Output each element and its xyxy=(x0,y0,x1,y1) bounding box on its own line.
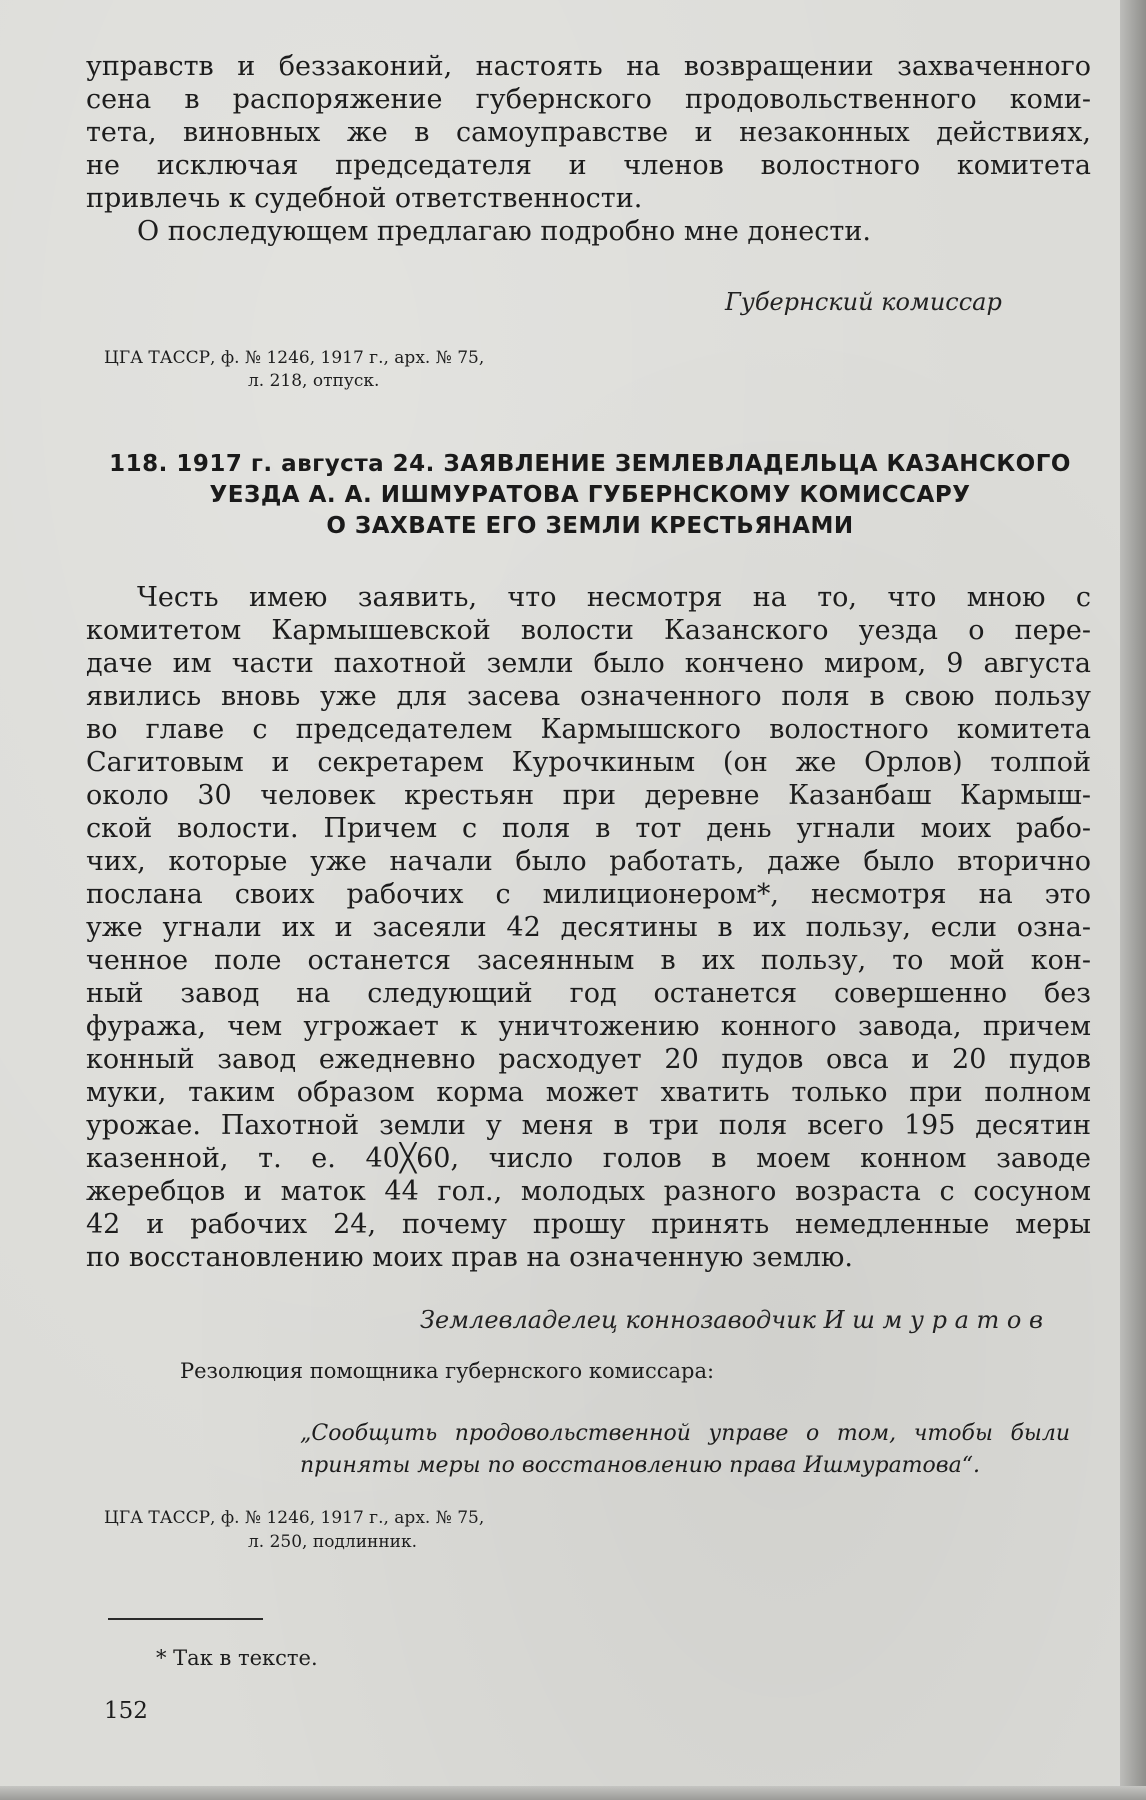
resolution-label: Резолюция помощника губернского комиссара: xyxy=(180,1359,715,1383)
body-line: во главе с председателем Кармышского волостного комитета xyxy=(86,714,1091,745)
body-line: послана своих рабочих с милиционером*, несмотря на это xyxy=(86,879,1091,910)
body-line: явились вновь уже для засева означенного поля в свою пользу xyxy=(86,681,1091,712)
signature-governor-commissar: Губернский комиссар xyxy=(725,288,1002,316)
body-line: Сагитовым и секретарем Курочкиным (он же Орлов) толпой xyxy=(86,747,1091,778)
heading-line: 118. 1917 г. августа 24. ЗАЯВЛЕНИЕ ЗЕМЛЕВЛАДЕЛЬЦА КАЗАНСКОГО xyxy=(109,451,1071,477)
body-line: конный завод ежедневно расходует 20 пудов овса и 20 пудов xyxy=(86,1044,1091,1075)
top-paragraph-line: не исключая председателя и членов волостного комитета xyxy=(86,150,1091,181)
body-line: ской волости. Причем с поля в тот день угнали моих рабо- xyxy=(86,813,1091,844)
page-number: 152 xyxy=(104,1698,148,1724)
top-paragraph-line: сена в распоряжение губернского продовольственного коми- xyxy=(86,84,1091,115)
top-paragraph-line: привлечь к судебной ответственности. xyxy=(86,183,643,214)
body-line: комитетом Кармышевской волости Казанского уезда о пере- xyxy=(86,615,1091,646)
body-line: уже угнали их и засеяли 42 десятины в их пользу, если озна- xyxy=(86,912,1091,943)
signature-landowner: Землевладелец коннозаводчик И ш м у р а т о в xyxy=(420,1306,1043,1334)
heading-line: О ЗАХВАТЕ ЕГО ЗЕМЛИ КРЕСТЬЯНАМИ xyxy=(326,513,854,539)
archive-line: л. 218, отпуск. xyxy=(248,371,380,391)
archive-line: ЦГА ТАССР, ф. № 1246, 1917 г., арх. № 75, xyxy=(104,348,485,368)
resolution-line: приняты меры по восстановлению права Ишмуратова“. xyxy=(300,1453,980,1478)
footnote-divider xyxy=(108,1618,263,1620)
resolution-line: „Сообщить продовольственной управе о том, чтобы были xyxy=(300,1421,1070,1446)
archive-line: ЦГА ТАССР, ф. № 1246, 1917 г., арх. № 75, xyxy=(104,1508,485,1528)
page-bottom-edge xyxy=(0,1786,1146,1800)
page-edge-shadow xyxy=(1120,0,1146,1800)
body-line: по восстановлению моих прав на означенную землю. xyxy=(86,1242,853,1273)
body-line: около 30 человек крестьян при деревне Казанбаш Кармыш- xyxy=(86,780,1091,811)
body-line: даче им части пахотной земли было кончено миром, 9 августа xyxy=(86,648,1091,679)
body-line: Честь имею заявить, что несмотря на то, что мною с xyxy=(137,582,1091,613)
body-line: ный завод на следующий год останется совершенно без xyxy=(86,978,1091,1009)
heading-line: УЕЗДА А. А. ИШМУРАТОВА ГУБЕРНСКОМУ КОМИССАРУ xyxy=(209,482,971,508)
body-line: жеребцов и маток 44 гол., молодых разного возраста с сосуном xyxy=(86,1176,1091,1207)
body-line: казенной, т. е. 40╳60, число голов в моем конном заводе xyxy=(86,1143,1091,1174)
top-paragraph-line: управств и беззаконий, настоять на возвращении захваченного xyxy=(86,51,1091,82)
body-line: ченное поле останется засеянным в их пользу, то мой кон- xyxy=(86,945,1091,976)
body-line: урожае. Пахотной земли у меня в три поля всего 195 десятин xyxy=(86,1110,1091,1141)
top-paragraph-closing: О последующем предлагаю подробно мне донести. xyxy=(137,216,871,247)
top-paragraph-line: тета, виновных же в самоуправстве и незаконных действиях, xyxy=(86,117,1091,148)
body-line: фуража, чем угрожает к уничтожению конного завода, причем xyxy=(86,1011,1091,1042)
body-line: чих, которые уже начали было работать, даже было вторично xyxy=(86,846,1091,877)
archive-line: л. 250, подлинник. xyxy=(248,1532,418,1552)
footnote: * Так в тексте. xyxy=(156,1646,318,1670)
body-line: 42 и рабочих 24, почему прошу принять немедленные меры xyxy=(86,1209,1091,1240)
body-line: муки, таким образом корма может хватить только при полном xyxy=(86,1077,1091,1108)
